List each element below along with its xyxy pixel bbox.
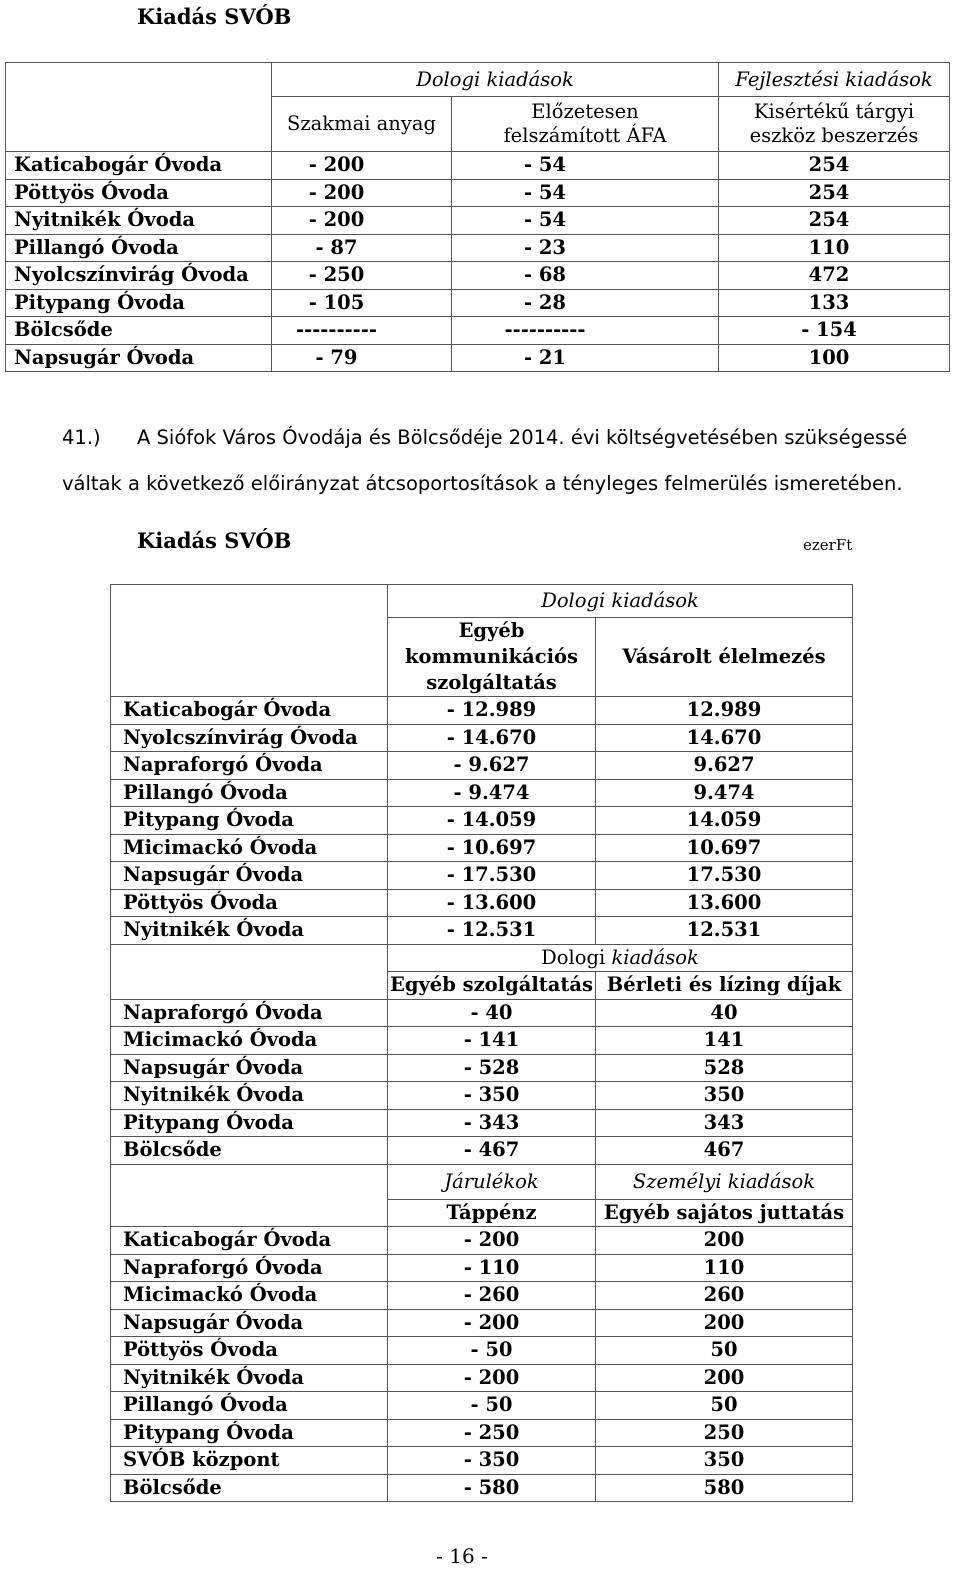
cell-value: - 17.530	[388, 862, 596, 890]
cell-value: - 10.697	[388, 834, 596, 862]
table-1	[5, 62, 950, 372]
page-number: - 16 -	[436, 1544, 488, 1568]
cell-value: 260	[596, 1282, 853, 1310]
table1-group-dologi: Dologi kiadások	[272, 63, 719, 97]
row-label: Micimackó Óvoda	[111, 1027, 388, 1055]
cell-value: - 200	[272, 207, 452, 235]
table-row	[111, 862, 853, 890]
row-label: Micimackó Óvoda	[111, 1282, 388, 1310]
row-label: Pitypang Óvoda	[111, 1109, 388, 1137]
cell-value: - 343	[388, 1109, 596, 1137]
table-row	[111, 1082, 853, 1110]
table1-col-afa-line1: Előzetesen	[531, 100, 639, 123]
cell-value: - 50	[388, 1337, 596, 1365]
cell-value: - 105	[272, 289, 452, 317]
row-label: Bölcsőde	[6, 317, 272, 345]
table-row	[111, 752, 853, 780]
cell-value: - 200	[388, 1309, 596, 1337]
table2-block2-col2: Bérleti és lízing díjak	[596, 972, 853, 1000]
row-label: Nyitnikék Óvoda	[111, 917, 388, 945]
row-label: Napsugár Óvoda	[111, 1054, 388, 1082]
table-row	[6, 152, 950, 180]
table-row	[111, 724, 853, 752]
cell-value: 50	[596, 1337, 853, 1365]
cell-value: 12.531	[596, 917, 853, 945]
section-text-line2: váltak a következő előirányzat átcsoportosítások a tényleges felmerülés ismeretében.	[62, 472, 903, 495]
table2-block2-group-a: Dologi	[541, 945, 606, 969]
cell-value: 580	[596, 1474, 853, 1502]
row-label: Napraforgó Óvoda	[111, 999, 388, 1027]
row-label: Pillangó Óvoda	[111, 779, 388, 807]
table2-block1-col1-line1: Egyéb	[458, 619, 525, 642]
row-label: Micimackó Óvoda	[111, 834, 388, 862]
table-row	[111, 1027, 853, 1055]
table2-block2-col1: Egyéb szolgáltatás	[388, 972, 596, 1000]
heading-kiadas-svob-2: Kiadás SVÓB	[137, 528, 292, 553]
table1-col-afa	[452, 97, 719, 152]
table-row	[111, 1227, 853, 1255]
table1-col-eszkoz-line1: Kisértékű tárgyi	[753, 100, 915, 123]
row-label: Pöttyös Óvoda	[111, 889, 388, 917]
table-row	[111, 779, 853, 807]
cell-value: 14.670	[596, 724, 853, 752]
cell-value: - 87	[272, 234, 452, 262]
cell-value: 9.474	[596, 779, 853, 807]
table2-block3-col1: Táppénz	[388, 1199, 596, 1227]
cell-value: 350	[596, 1447, 853, 1475]
table-row	[111, 1254, 853, 1282]
cell-value: 17.530	[596, 862, 853, 890]
row-label: Pillangó Óvoda	[6, 234, 272, 262]
table-row	[111, 889, 853, 917]
cell-value: 141	[596, 1027, 853, 1055]
table2-block2-group-b: kiadások	[611, 945, 699, 969]
cell-value: - 9.474	[388, 779, 596, 807]
cell-value: 12.989	[596, 697, 853, 725]
cell-value: - 13.600	[388, 889, 596, 917]
table2-block1-group: Dologi kiadások	[388, 585, 853, 618]
cell-value: - 250	[272, 262, 452, 290]
table1-col-eszkoz-line2: eszköz beszerzés	[749, 124, 919, 147]
cell-value: - 54	[452, 179, 719, 207]
row-label: Napsugár Óvoda	[111, 1309, 388, 1337]
row-label: Pöttyös Óvoda	[6, 179, 272, 207]
cell-value: - 21	[452, 344, 719, 372]
row-label: Napsugár Óvoda	[111, 862, 388, 890]
cell-value: 254	[719, 179, 950, 207]
table2-block3-group2: Személyi kiadások	[596, 1164, 853, 1199]
table-row	[111, 1282, 853, 1310]
row-label: Pitypang Óvoda	[111, 1419, 388, 1447]
cell-value: 467	[596, 1137, 853, 1165]
table-row	[111, 1447, 853, 1475]
cell-value: 9.627	[596, 752, 853, 780]
row-label: Nyolcszínvirág Óvoda	[6, 262, 272, 290]
cell-value: 254	[719, 207, 950, 235]
cell-value: - 9.627	[388, 752, 596, 780]
table-row	[111, 807, 853, 835]
row-label: Napraforgó Óvoda	[111, 752, 388, 780]
cell-value: 200	[596, 1364, 853, 1392]
table-row	[6, 262, 950, 290]
cell-value: - 154	[719, 317, 950, 345]
cell-value: - 260	[388, 1282, 596, 1310]
cell-value: - 54	[452, 207, 719, 235]
table-row	[6, 317, 950, 345]
table2-corner-3	[111, 1164, 388, 1227]
table-row	[111, 834, 853, 862]
table2-block2-group	[388, 944, 853, 972]
row-label: Nyitnikék Óvoda	[111, 1082, 388, 1110]
table-row	[6, 344, 950, 372]
cell-value: - 14.059	[388, 807, 596, 835]
cell-value: 250	[596, 1419, 853, 1447]
table-row	[6, 179, 950, 207]
cell-value: - 12.531	[388, 917, 596, 945]
table-row	[111, 1054, 853, 1082]
row-label: Katicabogár Óvoda	[111, 1227, 388, 1255]
row-label: Napsugár Óvoda	[6, 344, 272, 372]
cell-value: 343	[596, 1109, 853, 1137]
table-row	[111, 1309, 853, 1337]
table-row	[111, 1337, 853, 1365]
cell-value: - 12.989	[388, 697, 596, 725]
cell-value: ----------	[272, 317, 452, 345]
cell-value: 40	[596, 999, 853, 1027]
table1-corner	[6, 63, 272, 152]
row-label: Bölcsőde	[111, 1137, 388, 1165]
row-label: Napraforgó Óvoda	[111, 1254, 388, 1282]
row-label: Bölcsőde	[111, 1474, 388, 1502]
row-label: Katicabogár Óvoda	[6, 152, 272, 180]
cell-value: - 14.670	[388, 724, 596, 752]
cell-value: 254	[719, 152, 950, 180]
cell-value: 200	[596, 1309, 853, 1337]
table-row	[111, 1392, 853, 1420]
table2-corner-1	[111, 585, 388, 697]
cell-value: - 200	[272, 152, 452, 180]
cell-value: - 528	[388, 1054, 596, 1082]
cell-value: 528	[596, 1054, 853, 1082]
cell-value: - 110	[388, 1254, 596, 1282]
cell-value: - 467	[388, 1137, 596, 1165]
cell-value: 100	[719, 344, 950, 372]
cell-value: - 200	[388, 1364, 596, 1392]
row-label: SVÓB központ	[111, 1447, 388, 1475]
table-2	[110, 584, 853, 1502]
cell-value: - 141	[388, 1027, 596, 1055]
row-label: Nyitnikék Óvoda	[111, 1364, 388, 1392]
cell-value: 200	[596, 1227, 853, 1255]
table-row	[111, 1364, 853, 1392]
table2-block1-col1-line3: szolgáltatás	[426, 671, 557, 694]
table1-col-eszkoz	[719, 97, 950, 152]
cell-value: 133	[719, 289, 950, 317]
table1-group-fejlesztesi: Fejlesztési kiadások	[719, 63, 950, 97]
cell-value: 50	[596, 1392, 853, 1420]
section-number: 41.)	[62, 426, 101, 449]
cell-value: - 23	[452, 234, 719, 262]
cell-value: - 580	[388, 1474, 596, 1502]
table2-block3-col2: Egyéb sajátos juttatás	[596, 1199, 853, 1227]
cell-value: - 200	[272, 179, 452, 207]
cell-value: 350	[596, 1082, 853, 1110]
cell-value: - 40	[388, 999, 596, 1027]
heading-kiadas-svob-1: Kiadás SVÓB	[137, 4, 292, 29]
table2-block3-group1: Járulékok	[388, 1164, 596, 1199]
table1-col-szakmai: Szakmai anyag	[272, 97, 452, 152]
section-text-line1: A Siófok Város Óvodája és Bölcsődéje 2014. évi költségvetésében szükségessé	[137, 426, 908, 449]
cell-value: - 250	[388, 1419, 596, 1447]
cell-value: 110	[596, 1254, 853, 1282]
cell-value: ----------	[452, 317, 719, 345]
table2-block1-col1-line2: kommunikációs	[405, 645, 578, 668]
table-row	[111, 697, 853, 725]
cell-value: - 200	[388, 1227, 596, 1255]
cell-value: 14.059	[596, 807, 853, 835]
table2-block1-col1	[388, 618, 596, 697]
cell-value: - 68	[452, 262, 719, 290]
cell-value: - 54	[452, 152, 719, 180]
cell-value: - 50	[388, 1392, 596, 1420]
row-label: Pitypang Óvoda	[111, 807, 388, 835]
row-label: Pillangó Óvoda	[111, 1392, 388, 1420]
table-row	[111, 917, 853, 945]
cell-value: - 79	[272, 344, 452, 372]
cell-value: - 350	[388, 1082, 596, 1110]
cell-value: 13.600	[596, 889, 853, 917]
table-row	[6, 234, 950, 262]
table-row	[111, 1474, 853, 1502]
cell-value: - 28	[452, 289, 719, 317]
table-row	[6, 289, 950, 317]
row-label: Nyolcszínvirág Óvoda	[111, 724, 388, 752]
cell-value: 472	[719, 262, 950, 290]
table-row	[111, 999, 853, 1027]
row-label: Pöttyös Óvoda	[111, 1337, 388, 1365]
table2-block1-col2: Vásárolt élelmezés	[596, 618, 853, 697]
table-row	[6, 207, 950, 235]
table2-corner-2	[111, 944, 388, 999]
cell-value: - 350	[388, 1447, 596, 1475]
cell-value: 110	[719, 234, 950, 262]
row-label: Nyitnikék Óvoda	[6, 207, 272, 235]
table1-col-afa-line2: felszámított ÁFA	[503, 124, 667, 147]
table-row	[111, 1419, 853, 1447]
row-label: Pitypang Óvoda	[6, 289, 272, 317]
unit-label: ezerFt	[803, 536, 853, 554]
table-row	[111, 1137, 853, 1165]
cell-value: 10.697	[596, 834, 853, 862]
row-label: Katicabogár Óvoda	[111, 697, 388, 725]
table-row	[111, 1109, 853, 1137]
